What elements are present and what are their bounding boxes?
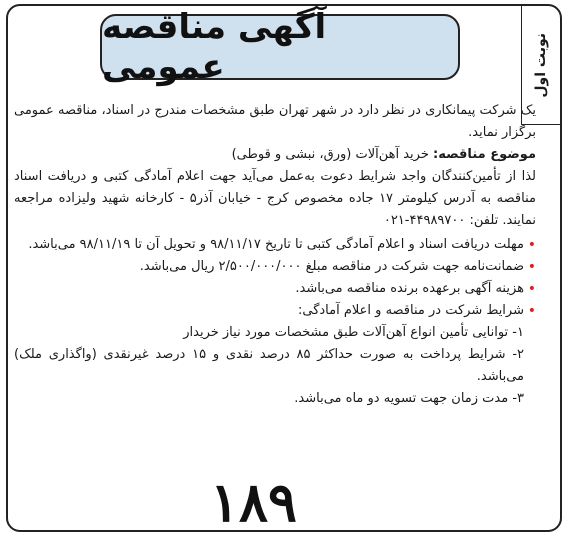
- ad-header: [100, 7, 460, 87]
- invitation-text: لذا از تأمین‌کنندگان واجد شرایط دعوت به‌عمل می‌آید جهت اعلام آمادگی کتبی و دریافت اسناد مناقصه به آدرس کیلومتر ۱۷ جاده مخصوص کرج - خیابان آذر۵ - کارخانه شهید ولیزاده مراجعه نمایند. تلفن: ۴۴۹۸۹۷۰۰-۰۲۱: [14, 169, 536, 228]
- bullet-guarantee: • ضمانت‌نامه جهت شرکت در مناقصه مبلغ ۲/۵۰۰/۰۰۰/۰۰۰ ریال می‌باشد.: [14, 256, 536, 278]
- topic-value: خرید آهن‌آلات (ورق، نبشی و قوطی): [231, 147, 429, 162]
- intro-text: یک شرکت پیمانکاری در نظر دارد در شهر تهران طبق مشخصات مندرج در اسناد، مناقصه عمومی برگزار نماید.: [14, 103, 536, 140]
- condition-2: ۲- شرایط پرداخت به صورت حداکثر ۸۵ درصد نقدی و ۱۵ درصد غیرنقدی (واگذاری ملک) می‌باشد.: [14, 347, 525, 384]
- bullet-deadline: • مهلت دریافت اسناد و اعلام آمادگی کتبی تا تاریخ ۹۸/۱۱/۱۷ و تحویل آن تا ۹۸/۱۱/۱۹ می‌باشد.: [14, 234, 536, 256]
- condition-3: ۳- مدت زمان جهت تسویه دو ماه می‌باشد.: [294, 391, 524, 406]
- ad-body: [14, 100, 536, 410]
- topic-label: موضوع مناقصه:: [433, 147, 536, 162]
- condition-1: ۱- توانایی تأمین انواع آهن‌آلات طبق مشخصات مورد نیاز خریدار: [183, 325, 524, 340]
- ad-title: آگهی مناقصه عمومی: [102, 7, 327, 87]
- topic-line: [14, 144, 536, 166]
- bullet-list: [14, 234, 536, 322]
- bullet-conditions-heading: • شرایط شرکت در مناقصه و اعلام آمادگی:: [14, 300, 536, 322]
- bullet-ad-cost: • هزینه آگهی برعهده برنده مناقصه می‌باشد.: [14, 278, 536, 300]
- publication-round-label: نوبت اول: [533, 32, 549, 98]
- ad-code-number: ۱۸۹: [210, 470, 298, 534]
